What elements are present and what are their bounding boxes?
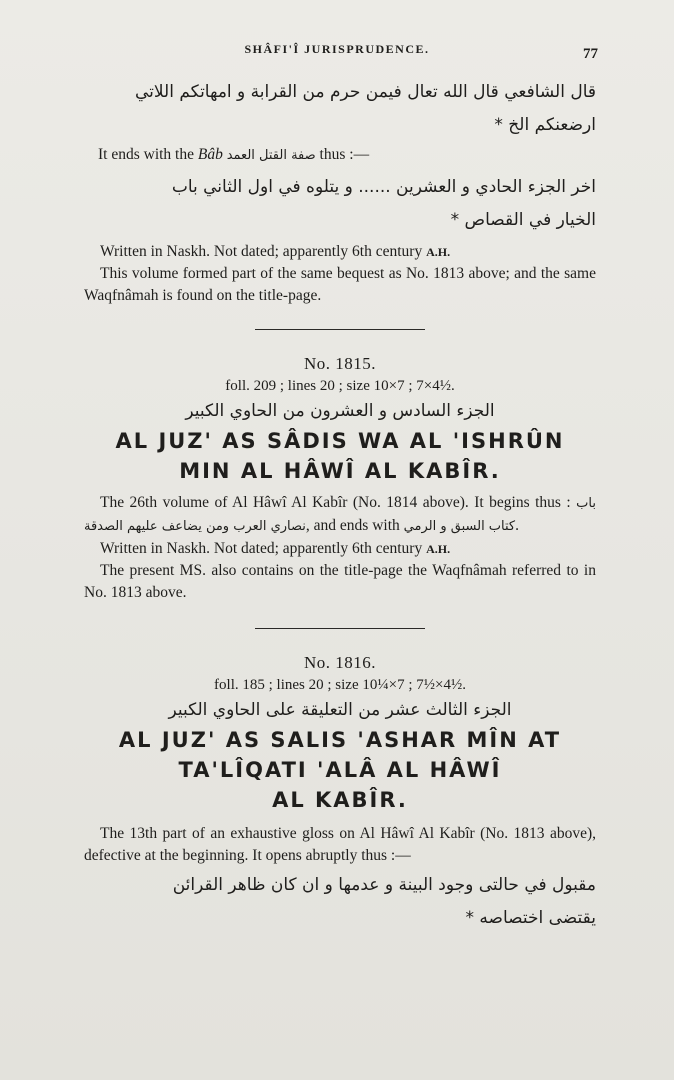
desc-1815-part-1: The 26th volume of Al Hâwî Al Kabîr (No. 1814 above). It begins thus : bbox=[100, 494, 577, 511]
written-note-top bbox=[84, 241, 596, 263]
written-note-1815 bbox=[84, 538, 596, 560]
description-1816: The 13th part of an exhaustive gloss on Al Hâwî Al Kabîr (No. 1813 above), defective at the beginning. It opens abruptly thus :— bbox=[84, 825, 596, 864]
desc-1815-arabic-2: كتاب السبق و الرمي bbox=[403, 519, 516, 534]
arabic-opening-line-1: قال الشافعي قال الله تعال فيمن حرم من القرابة و امهاتكم اللاتي bbox=[135, 82, 596, 102]
entry-number-1815: No. 1815. bbox=[303, 354, 377, 373]
page-content bbox=[84, 74, 596, 935]
entry-number-1816: No. 1816. bbox=[303, 653, 377, 672]
title-1816-line-2: TA'LÎQATI 'ALÂ AL HÂWÎ bbox=[178, 758, 502, 782]
desc-1815-part-2: , and ends with bbox=[305, 517, 404, 534]
ends-bab: Bâb bbox=[197, 146, 223, 163]
arabic-ending-line-2: الخيار في القصاص * bbox=[450, 210, 596, 230]
title-1815-line-1: AL JUZ' AS SÂDIS WA AL 'ISHRÛN bbox=[115, 429, 565, 453]
ends-prefix: It ends with the bbox=[98, 146, 198, 163]
folio-info-1815: foll. 209 ; lines 20 ; size 10×7 ; 7×4½. bbox=[225, 378, 455, 394]
title-1815-line-2: MIN AL HÂWÎ AL KABÎR. bbox=[179, 459, 501, 483]
title-1816-line-3: AL KABÎR. bbox=[272, 788, 408, 812]
arabic-title-1815: الجزء السادس و العشرون من الحاوي الكبير bbox=[185, 401, 495, 421]
arabic-title-1816: الجزء الثالث عشر من التعليقة على الحاوي الكبير bbox=[168, 700, 512, 720]
arabic-opening-1816-line-2: يقتضى اختصاصه * bbox=[465, 908, 596, 928]
written-text-1815: Written in Naskh. Not dated; apparently 6th century bbox=[100, 540, 427, 557]
folio-info-1816: foll. 185 ; lines 20 ; size 10¼×7 ; 7½×4½. bbox=[214, 677, 466, 693]
section-divider bbox=[255, 329, 425, 330]
ends-statement bbox=[98, 144, 596, 167]
desc-1815-part-3: . bbox=[515, 517, 519, 534]
description-1815 bbox=[84, 492, 596, 538]
page-number: 77 bbox=[583, 46, 598, 62]
section-divider-2 bbox=[255, 628, 425, 629]
desc-1815-arabic-1: باب نصاري العرب ومن يضاعف عليهم الصدقة bbox=[84, 496, 596, 534]
ends-suffix: thus :— bbox=[315, 146, 370, 163]
title-1816-line-1: AL JUZ' AS SALIS 'ASHAR MÎN AT bbox=[118, 728, 562, 752]
era-label: A.H. bbox=[426, 245, 451, 259]
written-text: Written in Naskh. Not dated; apparently 6th century bbox=[100, 243, 427, 260]
era-label-1815: A.H. bbox=[426, 542, 451, 556]
running-head: SHÂFI'Î JURISPRUDENCE. bbox=[244, 42, 430, 56]
ends-arabic: صفة القتل العمد bbox=[226, 148, 316, 163]
arabic-opening-line-2: ارضعنكم الخ * bbox=[494, 115, 596, 135]
arabic-opening-1816-line-1: مقبول في حالتى وجود البينة و عدمها و ان كان ظاهر القرائن bbox=[172, 875, 596, 895]
note-1815: The present MS. also contains on the title-page the Waqfnâmah referred to in No. 1813 above. bbox=[84, 562, 596, 601]
bequest-note: This volume formed part of the same bequest as No. 1813 above; and the same Waqfnâmah is found on the title-page. bbox=[84, 265, 596, 304]
arabic-ending-line-1: اخر الجزء الحادي و العشرين ...... و يتلوه في اول الثاني باب bbox=[171, 177, 596, 197]
